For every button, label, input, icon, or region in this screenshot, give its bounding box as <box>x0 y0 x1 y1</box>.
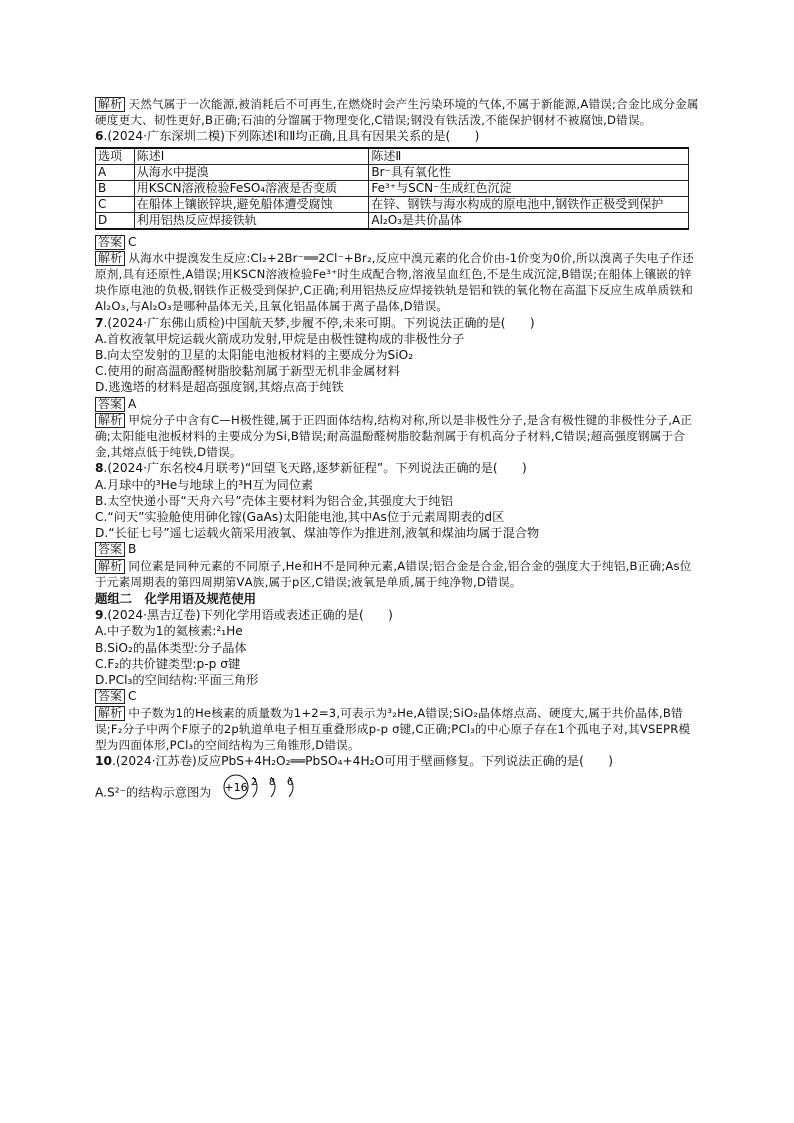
atom-structure-diagram <box>221 773 313 813</box>
q9-analysis-text: 中子数为1的He核素的质量数为1+2=3,可表示为³₂He,A错误;SiO₂晶体熔点高、硬度大,属于共价晶体,B错误;F₂分子中两个F原子的2p轨道单电子相互重叠形成p-p σ键,C正确;PCl₃的中心原子存在1个孤电子对,其VSEPR模型为四面体形,PCl₃的空间结构为三角锥形,D错误。 <box>95 705 691 752</box>
q7-stem <box>95 315 699 331</box>
q7-option-d: D.逃逸塔的材料是超高强度钢,其熔点高于纯铁 <box>95 380 344 395</box>
q8-analysis-text: 同位素是同种元素的不同原子,He和H不是同种元素,A错误;铝合金是合金,铝合金的强度大于纯铝,B正确;As位于元素周期表的第四周期第ⅤA族,属于p区,C错误;液氧是单质,属于纯净物,D错误。 <box>95 558 692 589</box>
shell-electron-count: 8 <box>269 777 276 789</box>
q6-stem-text: .(2024·广东深圳二模)下列陈述Ⅰ和Ⅱ均正确,且具有因果关系的是( ) <box>103 129 480 144</box>
analysis-tag: 解析 <box>95 559 125 574</box>
table-cell: 在船体上镶嵌锌块,避免船体遭受腐蚀 <box>134 196 369 212</box>
table-row <box>96 180 689 196</box>
q9-answer <box>95 688 699 704</box>
document-page <box>95 96 699 813</box>
q6-answer-value: C <box>128 234 137 249</box>
shell-electron-count: 2 <box>251 777 258 789</box>
answer-tag: 答案 <box>95 397 125 412</box>
answer-tag: 答案 <box>95 689 125 704</box>
table-row <box>96 164 689 180</box>
table-row <box>96 212 689 229</box>
shell-electron-count: 6 <box>287 777 294 789</box>
table-cell: Br⁻具有氧化性 <box>369 164 689 180</box>
answer-tag: 答案 <box>95 235 125 250</box>
q8-option-d: D.“长征七号”遥七运载火箭采用液氧、煤油等作为推进剂,液氧和煤油均属于混合物 <box>95 526 540 541</box>
q10-option-a-text: A.S²⁻的结构示意图为 <box>95 785 212 800</box>
analysis-tag: 解析 <box>95 413 125 428</box>
q8-option-b: B.太空快递小哥“天舟六号”壳体主要材料为铝合金,其强度大于纯铝 <box>95 493 453 508</box>
table-cell: Fe³⁺与SCN⁻生成红色沉淀 <box>369 180 689 196</box>
q7-answer-value: A <box>128 396 137 411</box>
q10-stem-text: .(2024·江苏卷)反应PbS+4H₂O₂══PbSO₄+4H₂O可用于壁画修复。下列说法正确的是( ) <box>111 754 613 769</box>
table-cell: 用KSCN溶液检验FeSO₄溶液是否变质 <box>134 180 369 196</box>
analysis-tag: 解析 <box>95 251 125 266</box>
q8-option-c: C.“问天”实验舱使用砷化镓(GaAs)太阳能电池,其中As位于元素周期表的d区 <box>95 510 505 525</box>
q6-table <box>95 147 689 230</box>
q10-number: 10 <box>95 754 112 769</box>
table-cell: 在锌、钢铁与海水构成的原电池中,钢铁作正极受到保护 <box>369 196 689 212</box>
q8-stem <box>95 460 699 476</box>
q7-option-b: B.向太空发射的卫星的太阳能电池板材料的主要成分为SiO₂ <box>95 348 414 363</box>
q8-answer-value: B <box>128 542 137 557</box>
q7-stem-text: .(2024·广东佛山质检)中国航天梦,步履不停,未来可期。下列说法正确的是( ) <box>103 315 535 330</box>
q9-answer-value: C <box>128 689 137 704</box>
section-heading: 题组二 化学用语及规范使用 <box>95 591 257 607</box>
q9-option-b: B.SiO₂的晶体类型:分子晶体 <box>95 640 247 655</box>
q8-analysis-block <box>95 558 699 590</box>
q7-answer <box>95 396 699 412</box>
table-cell: 从海水中提溴 <box>134 164 369 180</box>
table-cell: B <box>96 180 135 196</box>
q10-option-a <box>95 773 699 813</box>
q7-analysis-block <box>95 412 699 461</box>
table-cell: 利用铝热反应焊接铁轨 <box>134 212 369 229</box>
q6-answer <box>95 234 699 250</box>
table-header-cell: 陈述Ⅱ <box>369 148 689 165</box>
q10-stem <box>95 753 699 769</box>
table-cell: C <box>96 196 135 212</box>
q8-option-a: A.月球中的³He与地球上的³H互为同位素 <box>95 477 314 492</box>
table-cell: A <box>96 164 135 180</box>
analysis-tag: 解析 <box>95 706 125 721</box>
table-header-row <box>96 148 689 165</box>
q9-analysis-block <box>95 705 699 754</box>
q9-option-a: A.中子数为1的氦核素:²₁He <box>95 624 243 639</box>
table-cell: Al₂O₃是共价晶体 <box>369 212 689 229</box>
q8-number: 8 <box>95 461 104 476</box>
q6-analysis-text: 从海水中提溴发生反应:Cl₂+2Br⁻══2Cl⁻+Br₂,反应中溴元素的化合价由-1价变为0价,所以溴离子失电子作还原剂,具有还原性,A错误;用KSCN溶液检验Fe³⁺时生成配合物,溶液呈血红色,不是生成沉淀,B错误;在船体上镶嵌的锌块作原电池的负极,钢铁作正极受到保护,C正确;利用铝热反应焊接铁轨是铝和铁的氧化物在高温下反应生成单质铁和Al₂O₃,与Al₂O₃是哪种晶体无关,且氧化铝晶体属于离子晶体,D错误。 <box>95 250 694 314</box>
q5-analysis-block <box>95 96 699 128</box>
analysis-tag: 解析 <box>95 97 125 112</box>
q7-option-a: A.首枚液氧甲烷运载火箭成功发射,甲烷是由极性键构成的非极性分子 <box>95 331 465 346</box>
table-row <box>96 196 689 212</box>
q9-option-c: C.F₂的共价键类型:p-p σ键 <box>95 656 241 671</box>
q6-stem <box>95 128 699 144</box>
q9-option-d: D.PCl₃的空间结构:平面三角形 <box>95 673 259 688</box>
q7-analysis-text: 甲烷分子中含有C—H极性键,属于正四面体结构,结构对称,所以是非极性分子,是含有极性键的非极性分子,A正确;太阳能电池板材料的主要成分为Si,B错误;耐高温酚醛树脂胶黏剂属于有机高分子材料,C错误;超高强度钢属于合金,其熔点低于纯铁,D错误。 <box>95 412 693 460</box>
answer-tag: 答案 <box>95 542 125 557</box>
q8-stem-text: .(2024·广东名校4月联考)“回望飞天路,逐梦新征程”。下列说法正确的是( ) <box>103 461 527 476</box>
nucleus-charge: +16 <box>224 781 248 795</box>
table-header-cell: 陈述Ⅰ <box>134 148 369 165</box>
q7-number: 7 <box>95 315 104 330</box>
q9-stem <box>95 607 699 623</box>
q8-answer <box>95 541 699 557</box>
table-header-cell: 选项 <box>96 148 135 165</box>
q9-number: 9 <box>95 608 104 623</box>
q6-number: 6 <box>95 129 104 144</box>
q9-stem-text: .(2024·黑吉辽卷)下列化学用语或表述正确的是( ) <box>103 608 393 623</box>
q5-analysis-text: 天然气属于一次能源,被消耗后不可再生,在燃烧时会产生污染环境的气体,不属于新能源,A错误;合金比成分金属硬度更大、韧性更好,B正确;石油的分馏属于物理变化,C错误;钢没有铁活泼,不能保护钢材不被腐蚀,D错误。 <box>95 97 699 128</box>
q6-analysis-block <box>95 250 699 315</box>
table-cell: D <box>96 212 135 229</box>
q7-option-c: C.使用的耐高温酚醛树脂胶黏剂属于新型无机非金属材料 <box>95 364 400 379</box>
